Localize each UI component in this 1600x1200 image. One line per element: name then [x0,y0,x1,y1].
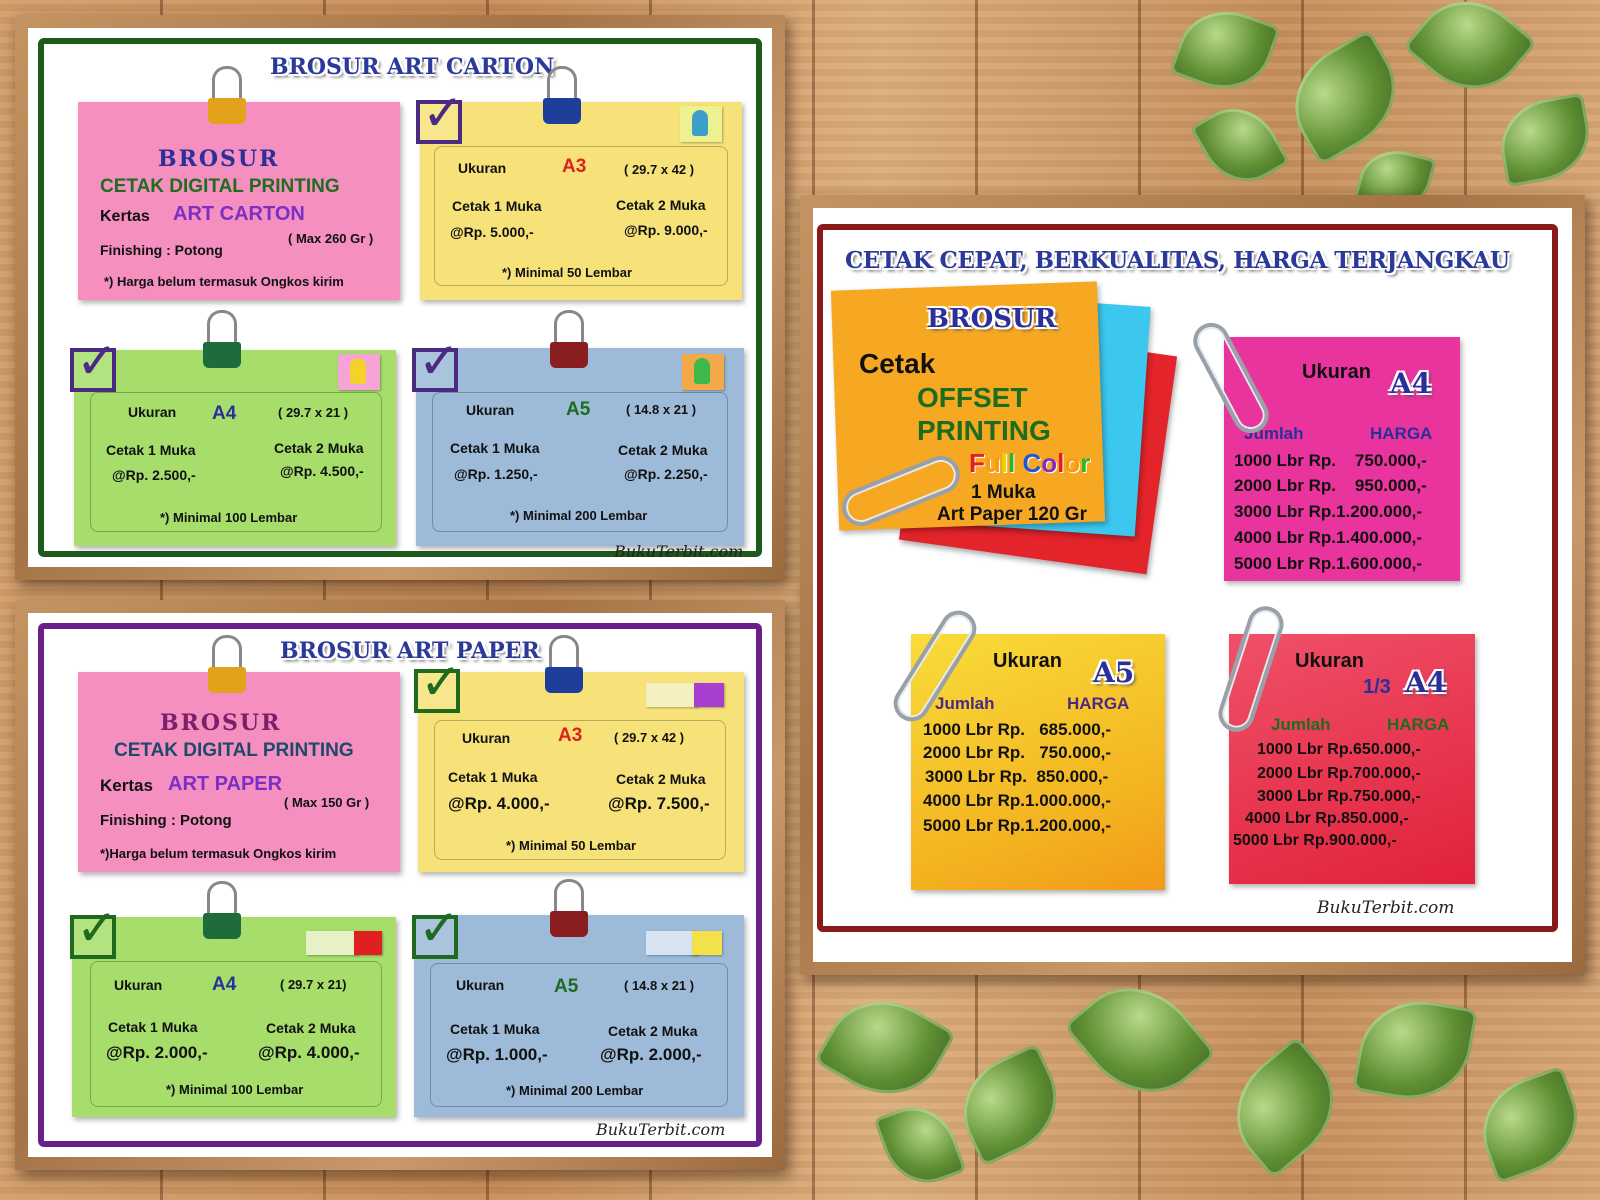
size-value: A5 [554,976,579,997]
one-side-label: Cetak 1 Muka [448,769,538,785]
binder-clip-icon [208,66,246,124]
paper-label: Kertas [100,776,153,795]
qty-header: Jumlah [1244,424,1304,443]
brand-watermark: BukuTerbit.com [596,1120,726,1139]
checkmark-icon: ✓ [416,100,462,144]
binder-clip-icon [550,310,588,368]
one-side-price: @Rp. 4.000,- [448,794,550,813]
one-side-price: @Rp. 2.000,- [106,1043,208,1062]
two-side-price: @Rp. 7.500,- [608,794,710,813]
size-value: A5 [1093,656,1135,689]
two-side-label: Cetak 2 Muka [616,771,706,787]
promo-offset: OFFSET [917,382,1028,413]
two-side-price: @Rp. 2.250,- [624,466,708,482]
two-side-label: Cetak 2 Muka [274,440,364,456]
price-a4-note [1224,337,1460,581]
size-value: A3 [562,156,587,177]
size-dimensions: ( 29.7 x 21 ) [278,405,349,420]
size-label: Ukuran [114,977,163,993]
minimum-order: *) Minimal 200 Lembar [510,508,648,523]
service-heading: CETAK DIGITAL PRINTING [100,176,340,197]
promo-brosur: BROSUR [927,304,1057,334]
binder-clip-icon [545,635,583,693]
two-side-price: @Rp. 4.500,- [280,463,364,479]
promo-printing: PRINTING [917,415,1051,446]
brand-watermark: BukuTerbit.com [1317,898,1455,918]
two-side-label: Cetak 2 Muka [266,1020,356,1036]
one-side-price: @Rp. 1.000,- [446,1045,548,1064]
price-header: HARGA [1370,424,1433,443]
minimum-order: *) Minimal 200 Lembar [506,1083,644,1098]
main-info-note [78,102,400,300]
binder-clip-icon [543,66,581,124]
price-row: 4000 Lbr Rp.1.000.000,- [923,791,1112,810]
main-info-note [78,672,400,872]
panel-offset-frame [800,195,1585,975]
pushpin-icon [680,106,722,142]
binder-clip-icon [203,310,241,368]
pushpin-icon [338,354,380,390]
size-label: Ukuran [466,402,515,418]
two-side-price: @Rp. 2.000,- [600,1045,702,1064]
binder-clip-icon [550,879,588,937]
size-label: Ukuran [1302,361,1371,383]
size-dimensions: ( 29.7 x 42 ) [614,730,685,745]
minimum-order: *) Minimal 50 Lembar [502,265,633,280]
two-side-price: @Rp. 4.000,- [258,1043,360,1062]
size-value: A4 [1405,666,1447,699]
color-tab-icon [694,683,724,707]
pushpin-icon [682,354,724,390]
paper-label: Kertas [100,208,150,225]
price-header: HARGA [1387,715,1450,734]
checkmark-icon: ✓ [412,348,458,392]
one-side-price: @Rp. 5.000,- [450,224,534,240]
one-side-label: Cetak 1 Muka [108,1019,198,1035]
service-heading: CETAK DIGITAL PRINTING [114,740,354,761]
price-row: 1000 Lbr Rp.650.000,- [1257,741,1421,758]
color-tab-icon [646,931,698,955]
paper-value: ART CARTON [173,203,305,225]
size-dimensions: ( 14.8 x 21 ) [624,978,695,993]
price-row: 4000 Lbr Rp.850.000,- [1245,810,1409,827]
checkmark-icon: ✓ [70,915,116,959]
shipping-note: *) Harga belum termasuk Ongkos kirim [104,274,344,289]
size-label: Ukuran [456,977,505,993]
qty-header: Jumlah [935,694,995,713]
checkmark-icon: ✓ [412,915,458,959]
brosur-heading: BROSUR [158,146,280,172]
size-label: Ukuran [462,730,511,746]
price-row: 4000 Lbr Rp.1.400.000,- [1234,528,1423,547]
price-header: HARGA [1067,694,1130,713]
minimum-order: *) Minimal 50 Lembar [506,838,637,853]
checkmark-icon: ✓ [70,348,116,392]
binder-clip-icon [208,635,246,693]
size-label: Ukuran [1295,650,1364,672]
one-side-label: Cetak 1 Muka [452,198,542,214]
brosur-heading: BROSUR [160,710,282,736]
promo-paper: Art Paper 120 Gr [937,504,1087,525]
minimum-order: *) Minimal 100 Lembar [160,510,298,525]
price-row: 3000 Lbr Rp.750.000,- [1257,788,1421,805]
size-dimensions: ( 29.7 x 42 ) [624,162,695,177]
size-value: A5 [566,399,591,420]
finishing: Finishing : Potong [100,812,232,829]
two-side-label: Cetak 2 Muka [616,197,706,213]
promo-sides: 1 Muka [971,482,1036,503]
panel-title: BROSUR ART CARTON [270,54,555,80]
price-row: 3000 Lbr Rp.1.200.000,- [1234,502,1423,521]
paper-value: ART PAPER [168,773,283,795]
price-row: 5000 Lbr Rp.900.000,- [1233,832,1397,849]
size-fraction: 1/3 [1363,676,1391,698]
size-value: A4 [1390,367,1432,400]
one-side-label: Cetak 1 Muka [450,440,540,456]
panel-title: CETAK CEPAT, BERKUALITAS, HARGA TERJANGKAU [845,247,1510,274]
shipping-note: *)Harga belum termasuk Ongkos kirim [100,846,337,861]
price-row: 2000 Lbr Rp. 750.000,- [923,743,1112,762]
panel-art-carton [28,28,772,567]
minimum-order: *) Minimal 100 Lembar [166,1082,304,1097]
price-row: 1000 Lbr Rp. 685.000,- [923,720,1112,739]
color-tab-icon [306,931,358,955]
color-tab-icon [692,931,722,955]
size-value: A4 [212,974,237,995]
color-tab-icon [646,683,698,707]
checkmark-icon: ✓ [414,669,460,713]
two-side-label: Cetak 2 Muka [618,442,708,458]
panel-art-carton-frame [15,15,785,580]
size-value: A4 [212,403,237,424]
binder-clip-icon [203,881,241,939]
color-tab-icon [354,931,382,955]
two-side-price: @Rp. 9.000,- [624,222,708,238]
one-side-label: Cetak 1 Muka [106,442,196,458]
one-side-label: Cetak 1 Muka [450,1021,540,1037]
two-side-label: Cetak 2 Muka [608,1023,698,1039]
finishing: Finishing : Potong [100,242,223,258]
price-row: 5000 Lbr Rp.1.600.000,- [1234,554,1423,573]
price-row: 5000 Lbr Rp.1.200.000,- [923,816,1112,835]
size-label: Ukuran [993,650,1062,672]
price-row: 2000 Lbr Rp.700.000,- [1257,765,1421,782]
size-label: Ukuran [458,160,507,176]
size-dimensions: ( 29.7 x 21) [280,977,347,992]
price-row: 1000 Lbr Rp. 750.000,- [1234,451,1427,470]
one-side-price: @Rp. 1.250,- [454,466,538,482]
price-row: 2000 Lbr Rp. 950.000,- [1234,476,1427,495]
size-value: A3 [558,725,583,746]
brand-watermark: BukuTerbit.com [614,542,744,561]
panel-art-paper-frame [15,600,785,1170]
promo-full-color: Full Color [969,448,1091,478]
max-weight: ( Max 150 Gr ) [284,795,370,810]
one-side-price: @Rp. 2.500,- [112,467,196,483]
promo-cetak: Cetak [859,348,936,379]
price-row: 3000 Lbr Rp. 850.000,- [925,767,1109,786]
size-label: Ukuran [128,404,177,420]
max-weight: ( Max 260 Gr ) [288,231,374,246]
panel-title: BROSUR ART PAPER [280,638,540,664]
panel-offset [813,208,1572,962]
panel-art-paper [28,613,772,1157]
size-dimensions: ( 14.8 x 21 ) [626,402,697,417]
qty-header: Jumlah [1271,715,1331,734]
